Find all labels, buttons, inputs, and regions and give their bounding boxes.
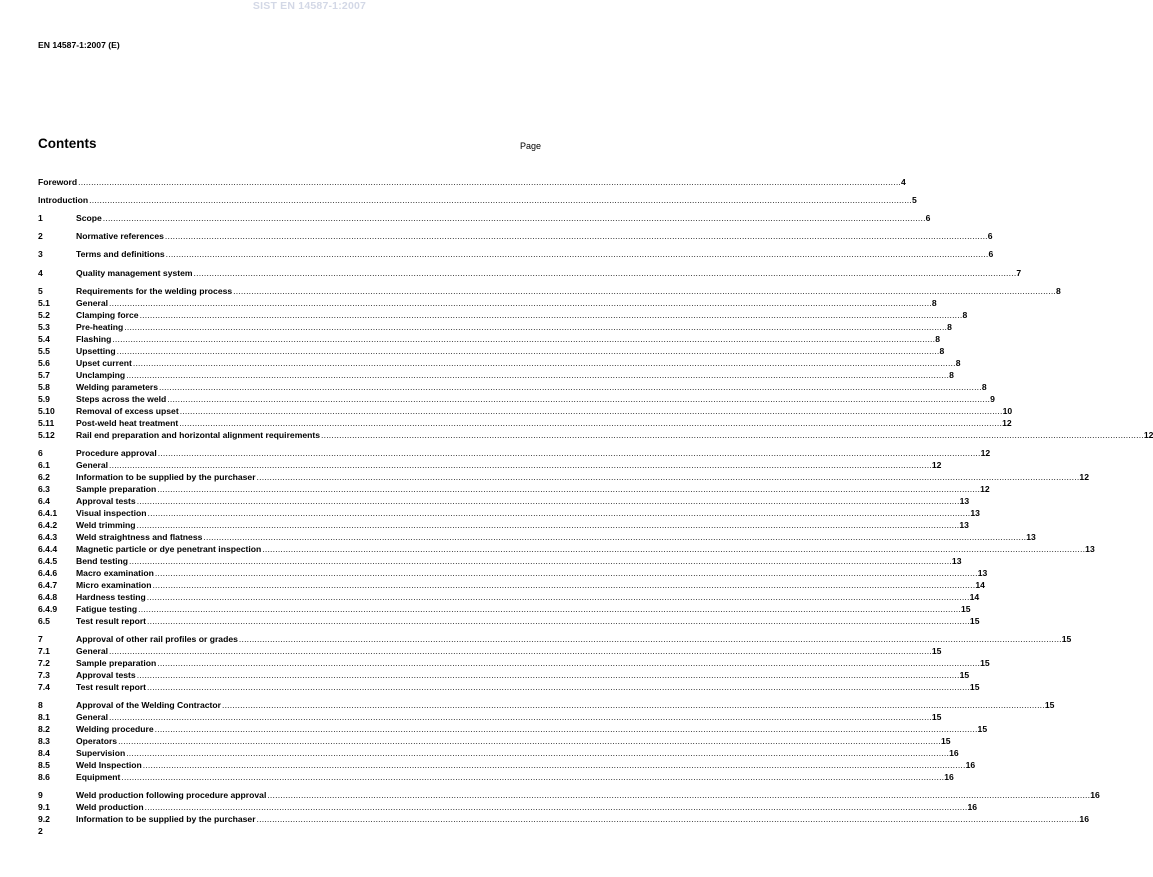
toc-dot-leader <box>118 735 941 747</box>
toc-entry-number: 1 <box>38 213 43 223</box>
toc-entry-page: 15 <box>961 604 971 614</box>
toc-entry-title: Welding procedure <box>76 724 154 734</box>
toc-dot-leader <box>159 381 982 393</box>
footer-page-number: 2 <box>38 826 43 836</box>
toc-dot-leader <box>138 603 961 615</box>
toc-entry[interactable] <box>38 309 968 321</box>
toc-entry[interactable] <box>38 579 985 591</box>
toc-entry-page: 12 <box>980 484 990 494</box>
toc-entry-page: 13 <box>951 556 962 566</box>
toc-entry-page: 14 <box>975 580 985 590</box>
toc-dot-leader <box>124 321 947 333</box>
toc-entry[interactable] <box>38 405 1013 417</box>
toc-entry-title: Removal of excess upset <box>76 406 179 416</box>
toc-dot-leader <box>78 176 901 188</box>
toc-entry-number: 6.4.2 <box>38 520 58 530</box>
toc-entry-number: 6.4.5 <box>38 556 58 566</box>
toc-entry[interactable] <box>38 417 1012 429</box>
toc-entry-title: Information to be supplied by the purchaser <box>76 472 256 482</box>
toc-entry-title: Unclamping <box>76 370 126 380</box>
contents-heading: Contents <box>38 136 97 151</box>
toc-entry-page: 15 <box>980 658 990 668</box>
toc-entry[interactable] <box>38 531 1036 543</box>
toc-entry[interactable] <box>38 633 1072 645</box>
toc-entry-number: 8.3 <box>38 736 50 746</box>
toc-entry-number: 6.4 <box>38 496 50 506</box>
toc-dot-leader <box>109 459 932 471</box>
toc-dot-leader <box>140 309 963 321</box>
toc-entry-number: 5.12 <box>38 430 55 440</box>
toc-dot-leader <box>133 357 956 369</box>
toc-dot-leader <box>158 447 981 459</box>
toc-entry[interactable] <box>38 519 969 531</box>
toc-dot-leader <box>157 657 980 669</box>
toc-entry[interactable] <box>38 507 980 519</box>
toc-entry[interactable] <box>38 669 970 681</box>
toc-entry-number: 8.1 <box>38 712 50 722</box>
toc-dot-leader <box>157 483 980 495</box>
toc-entry-number: 7.1 <box>38 646 50 656</box>
toc-entry-title: Welding parameters <box>76 382 158 392</box>
toc-entry-title: Weld production <box>76 802 144 812</box>
toc-dot-leader <box>179 417 1002 429</box>
toc-dot-leader <box>167 393 990 405</box>
toc-dot-leader <box>117 345 940 357</box>
toc-dot-leader <box>137 519 960 531</box>
toc-entry[interactable] <box>38 723 988 735</box>
toc-entry-title: Normative references <box>76 231 164 241</box>
toc-entry[interactable] <box>38 447 991 459</box>
toc-entry-number: 5.10 <box>38 406 55 416</box>
toc-entry-number: 6.2 <box>38 472 50 482</box>
toc-entry-page: 16 <box>1079 814 1089 824</box>
toc-dot-leader <box>126 369 949 381</box>
toc-dot-leader <box>155 567 978 579</box>
toc-entry-page: 8 <box>949 370 954 380</box>
toc-entry[interactable] <box>38 681 980 693</box>
toc-entry[interactable] <box>38 285 1061 297</box>
toc-entry-title: Sample preparation <box>76 484 157 494</box>
toc-dot-leader <box>147 591 970 603</box>
toc-entry-number: 6.3 <box>38 484 50 494</box>
toc-entry-page: 15 <box>959 670 970 680</box>
toc-entry[interactable] <box>38 747 959 759</box>
toc-entry[interactable] <box>38 459 942 471</box>
toc-entry-title: Approval of other rail profiles or grades <box>76 634 238 644</box>
toc-entry-page: 15 <box>1044 700 1055 710</box>
toc-entry-number: 8.6 <box>38 772 50 782</box>
toc-dot-leader <box>239 633 1062 645</box>
toc-entry-title: Macro examination <box>76 568 154 578</box>
toc-entry[interactable] <box>38 230 993 242</box>
toc-entry-number: 8 <box>38 700 43 710</box>
toc-dot-leader <box>180 405 1003 417</box>
toc-entry-page: 15 <box>977 724 988 734</box>
toc-entry-number: 6.4.8 <box>38 592 58 602</box>
toc-entry-page: 13 <box>959 520 969 530</box>
toc-entry-page: 15 <box>931 712 942 722</box>
toc-entry[interactable] <box>38 393 995 405</box>
toc-entry-page: 16 <box>944 772 954 782</box>
toc-entry[interactable] <box>38 771 954 783</box>
toc-dot-leader <box>203 531 1026 543</box>
toc-entry-title: Upset current <box>76 358 132 368</box>
toc-entry-title: Clamping force <box>76 310 139 320</box>
toc-dot-leader <box>112 333 935 345</box>
toc-entry-title: Foreword <box>38 177 78 187</box>
toc-entry-number: 6.4.4 <box>38 544 58 554</box>
toc-dot-leader <box>126 747 949 759</box>
toc-dot-leader <box>147 681 970 693</box>
toc-entry-number: 5.8 <box>38 382 50 392</box>
toc-entry-number: 9.2 <box>38 814 50 824</box>
toc-entry[interactable] <box>38 194 917 206</box>
toc-entry[interactable] <box>38 657 990 669</box>
toc-entry-title: Information to be supplied by the purchaser <box>76 814 256 824</box>
toc-entry-title: Steps across the weld <box>76 394 167 404</box>
toc-dot-leader <box>89 194 912 206</box>
toc-entry-page: 7 <box>1016 268 1022 278</box>
toc-entry-title: Terms and definitions <box>76 249 165 259</box>
toc-entry-page: 13 <box>1026 532 1036 542</box>
toc-dot-leader <box>165 230 988 242</box>
toc-dot-leader <box>152 579 975 591</box>
toc-entry-title: General <box>76 712 109 722</box>
toc-entry-page: 15 <box>940 736 951 746</box>
toc-entry-title: Weld straightness and flatness <box>76 532 203 542</box>
toc-entry-title: Equipment <box>76 772 121 782</box>
toc-entry-title: Approval of the Welding Contractor <box>76 700 221 710</box>
toc-entry-number: 5 <box>38 286 43 296</box>
toc-entry[interactable] <box>38 369 954 381</box>
toc-entry-page: 4 <box>901 177 906 187</box>
toc-entry-title: Weld trimming <box>76 520 136 530</box>
toc-entry-page: 14 <box>969 592 980 602</box>
toc-entry-number: 7.3 <box>38 670 50 680</box>
toc-entry-number: 5.4 <box>38 334 50 344</box>
toc-entry-number: 5.9 <box>38 394 50 404</box>
toc-entry-title: Fatigue testing <box>76 604 138 614</box>
toc-dot-leader <box>233 285 1056 297</box>
toc-dot-leader <box>262 543 1085 555</box>
toc-entry-page: 16 <box>1090 790 1100 800</box>
toc-entry[interactable] <box>38 176 906 188</box>
toc-entry-page: 15 <box>931 646 942 656</box>
toc-entry-title: Magnetic particle or dye penetrant inspection <box>76 544 262 554</box>
toc-dot-leader <box>267 789 1090 801</box>
toc-entry-page: 16 <box>949 748 959 758</box>
toc-entry[interactable] <box>38 645 942 657</box>
toc-entry[interactable] <box>38 735 951 747</box>
toc-entry-number: 5.3 <box>38 322 50 332</box>
toc-entry-number: 8.2 <box>38 724 50 734</box>
toc-dot-leader <box>121 771 944 783</box>
toc-dot-leader <box>166 248 989 260</box>
toc-entry[interactable] <box>38 603 971 615</box>
toc-entry[interactable] <box>38 759 976 771</box>
toc-entry-title: General <box>76 646 109 656</box>
toc-dot-leader <box>194 267 1017 279</box>
toc-entry-title: Supervision <box>76 748 126 758</box>
toc-dot-leader <box>109 711 932 723</box>
toc-entry[interactable] <box>38 321 952 333</box>
toc-entry-number: 5.5 <box>38 346 50 356</box>
toc-entry[interactable] <box>38 555 962 567</box>
toc-entry-page: 8 <box>935 334 940 344</box>
toc-entry-number: 4 <box>38 268 43 278</box>
toc-entry-page: 10 <box>1002 406 1013 416</box>
toc-entry-number: 6.4.3 <box>38 532 58 542</box>
toc-entry-page: 8 <box>931 298 937 308</box>
toc-entry-page: 16 <box>965 760 976 770</box>
toc-entry-number: 8.4 <box>38 748 50 758</box>
toc-entry-title: General <box>76 298 109 308</box>
toc-entry-page: 8 <box>955 358 961 368</box>
toc-entry-title: General <box>76 460 109 470</box>
toc-entry[interactable] <box>38 591 980 603</box>
toc-dot-leader <box>109 297 932 309</box>
toc-entry-number: 6.4.9 <box>38 604 58 614</box>
toc-dot-leader <box>129 555 952 567</box>
toc-entry-number: 6 <box>38 448 43 458</box>
toc-entry[interactable] <box>38 345 945 357</box>
toc-dot-leader <box>147 615 970 627</box>
toc-entry-page: 6 <box>987 231 993 241</box>
toc-entry-number: 2 <box>38 231 43 241</box>
toc-entry-title: Weld production following procedure approval <box>76 790 267 800</box>
toc-entry[interactable] <box>38 813 1089 825</box>
toc-entry[interactable] <box>38 699 1055 711</box>
toc-entry[interactable] <box>38 333 940 345</box>
watermark: SIST EN 14587-1:2007 <box>252 0 367 12</box>
toc-entry-page: 8 <box>939 346 945 356</box>
toc-entry-number: 7 <box>38 634 43 644</box>
toc-entry-title: Flashing <box>76 334 112 344</box>
toc-dot-leader <box>148 507 971 519</box>
toc-entry[interactable] <box>38 248 994 260</box>
toc-dot-leader <box>222 699 1045 711</box>
toc-entry-page: 8 <box>1056 286 1061 296</box>
toc-entry-page: 8 <box>981 382 987 392</box>
toc-entry-title: Quality management system <box>76 268 193 278</box>
toc-entry-number: 5.1 <box>38 298 50 308</box>
toc-entry-title: Micro examination <box>76 580 152 590</box>
toc-entry-number: 6.4.7 <box>38 580 58 590</box>
document-id: EN 14587-1:2007 (E) <box>38 40 120 50</box>
toc-entry-title: Upsetting <box>76 346 116 356</box>
toc-entry[interactable] <box>38 429 1153 441</box>
toc-entry-page: 15 <box>1061 634 1072 644</box>
toc-entry-title: Hardness testing <box>76 592 146 602</box>
toc-entry-page: 8 <box>947 322 952 332</box>
toc-entry-title: Approval tests <box>76 670 136 680</box>
toc-entry[interactable] <box>38 212 931 224</box>
toc-entry-page: 12 <box>1079 472 1089 482</box>
toc-entry-page: 13 <box>1085 544 1095 554</box>
toc-entry-title: Bend testing <box>76 556 129 566</box>
toc-dot-leader <box>103 212 926 224</box>
toc-dot-leader <box>109 645 932 657</box>
toc-dot-leader <box>257 471 1080 483</box>
toc-entry-page: 12 <box>1002 418 1012 428</box>
toc-entry-page: 5 <box>912 195 917 205</box>
toc-dot-leader <box>137 495 960 507</box>
toc-entry-number: 5.11 <box>38 418 55 428</box>
toc-entry-page: 6 <box>925 213 931 223</box>
toc-entry-page: 12 <box>931 460 942 470</box>
toc-entry[interactable] <box>38 483 990 495</box>
toc-entry-title: Pre-heating <box>76 322 124 332</box>
toc-entry-number: 6.1 <box>38 460 50 470</box>
toc-entry-page: 15 <box>969 616 980 626</box>
toc-entry-title: Rail end preparation and horizontal alignment requirements <box>76 430 321 440</box>
toc-entry-title: Operators <box>76 736 118 746</box>
toc-dot-leader <box>143 759 966 771</box>
toc-entry[interactable] <box>38 297 937 309</box>
toc-entry[interactable] <box>38 789 1100 801</box>
toc-entry-title: Procedure approval <box>76 448 157 458</box>
toc-entry-page: 13 <box>977 568 988 578</box>
toc-entry[interactable] <box>38 381 987 393</box>
toc-entry-page: 12 <box>1143 430 1153 440</box>
toc-dot-leader <box>257 813 1080 825</box>
toc-dot-leader <box>155 723 978 735</box>
toc-entry-number: 5.7 <box>38 370 50 380</box>
toc-entry[interactable] <box>38 543 1095 555</box>
toc-entry-number: 7.4 <box>38 682 50 692</box>
toc-entry[interactable] <box>38 267 1022 279</box>
toc-entry-page: 6 <box>988 249 994 259</box>
toc-entry-number: 5.2 <box>38 310 50 320</box>
toc-entry-page: 9 <box>990 394 995 404</box>
toc-entry-title: Sample preparation <box>76 658 157 668</box>
toc-entry-page: 12 <box>980 448 991 458</box>
toc-entry[interactable] <box>38 471 1089 483</box>
toc-entry[interactable] <box>38 801 978 813</box>
toc-entry-number: 8.5 <box>38 760 50 770</box>
toc-entry[interactable] <box>38 495 970 507</box>
toc-entry-number: 6.4.6 <box>38 568 58 578</box>
toc-entry-page: 13 <box>959 496 970 506</box>
toc-entry[interactable] <box>38 357 961 369</box>
toc-entry-title: Test result report <box>76 616 147 626</box>
toc-entry-number: 5.6 <box>38 358 50 368</box>
toc-entry[interactable] <box>38 615 980 627</box>
toc-entry-number: 6.5 <box>38 616 50 626</box>
toc-entry-title: Requirements for the welding process <box>76 286 233 296</box>
toc-dot-leader <box>145 801 968 813</box>
toc-entry-page: 8 <box>962 310 968 320</box>
toc-dot-leader <box>321 429 1144 441</box>
toc-entry-title: Scope <box>76 213 102 223</box>
toc-entry-page: 16 <box>967 802 978 812</box>
page-column-label: Page <box>520 141 542 151</box>
toc-entry-title: Introduction <box>38 195 89 205</box>
toc-entry[interactable] <box>38 567 988 579</box>
toc-entry-number: 3 <box>38 249 43 259</box>
toc-dot-leader <box>137 669 960 681</box>
toc-entry-title: Test result report <box>76 682 147 692</box>
toc-entry-title: Approval tests <box>76 496 136 506</box>
toc-entry-title: Visual inspection <box>76 508 147 518</box>
toc-entry-page: 15 <box>969 682 980 692</box>
toc-entry-number: 6.4.1 <box>38 508 58 518</box>
toc-entry-number: 9 <box>38 790 43 800</box>
toc-entry[interactable] <box>38 711 942 723</box>
toc-entry-title: Post-weld heat treatment <box>76 418 179 428</box>
toc-entry-number: 7.2 <box>38 658 50 668</box>
toc-entry-number: 9.1 <box>38 802 50 812</box>
toc-entry-title: Weld Inspection <box>76 760 142 770</box>
toc-entry-page: 13 <box>970 508 980 518</box>
